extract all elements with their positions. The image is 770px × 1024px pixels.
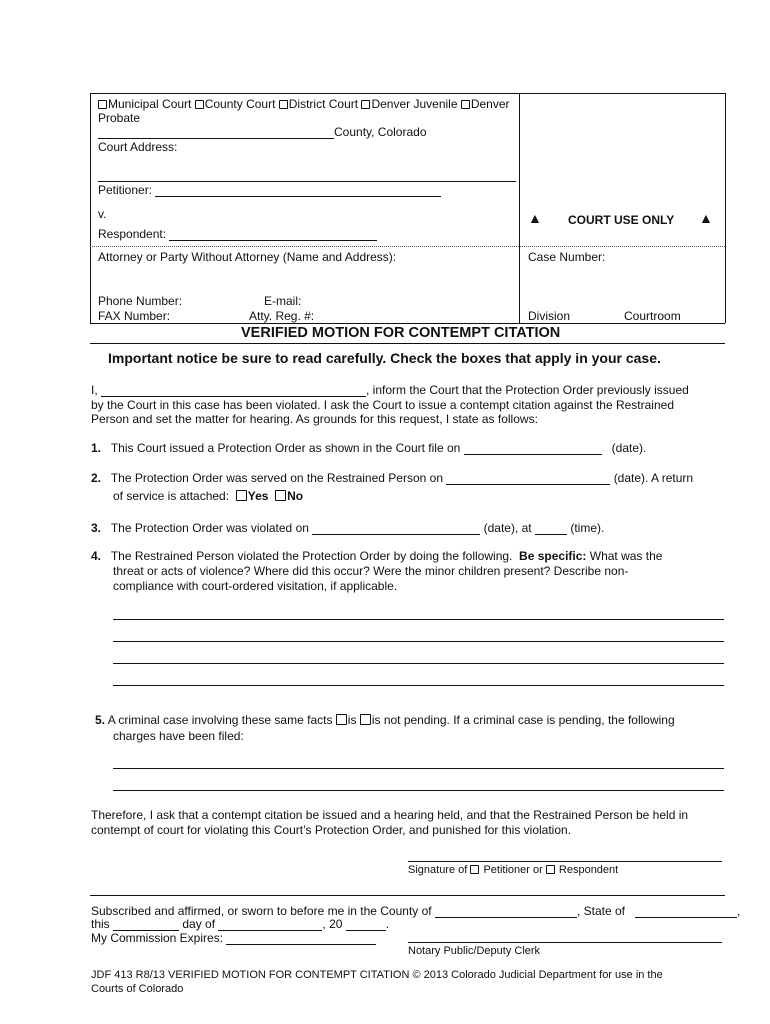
violation-description-line-2[interactable]	[113, 641, 724, 642]
versus-label: v.	[98, 207, 107, 221]
fax-label: FAX Number:	[98, 309, 171, 323]
label-county-court: County Court	[204, 97, 276, 111]
subscribed-label: Subscribed and affirmed, or sworn to before me in the County of	[91, 904, 432, 918]
division-label: Division	[528, 309, 571, 323]
respondent-field[interactable]	[169, 229, 377, 241]
label-probate: Probate	[98, 111, 141, 125]
day-of-label: day of	[182, 917, 216, 931]
item-5-text-rest: is not pending. If a criminal case is pending, the following	[371, 713, 675, 727]
violation-date-field[interactable]	[312, 523, 480, 535]
respondent-label: Respondent:	[98, 227, 167, 241]
caption-left-border	[90, 93, 91, 323]
notary-line-1: Subscribed and affirmed, or sworn to before me in the County of , State of ,	[91, 904, 741, 918]
court-address-label: Court Address:	[98, 140, 178, 154]
this-label: this	[91, 917, 110, 931]
intro-line-1-text: , inform the Court that the Protection Order previously issued	[366, 383, 689, 397]
petitioner-line	[98, 183, 441, 197]
item-4-text: The Restrained Person violated the Protection Order by doing the following.	[110, 549, 513, 563]
item-1-text: This Court issued a Protection Order as shown in the Court file on	[110, 441, 461, 455]
checkbox-signer-respondent[interactable]	[546, 865, 555, 874]
item-3-number: 3.	[91, 521, 102, 535]
petitioner-or-label: Petitioner or	[483, 864, 543, 876]
item-3	[91, 521, 604, 535]
label-denver-juvenile: Denver Juvenile	[371, 97, 458, 111]
be-specific-label: Be specific:	[519, 549, 587, 563]
item-5	[95, 713, 675, 727]
caption-top-border	[90, 93, 725, 94]
charges-line-1[interactable]	[113, 768, 724, 769]
item-4-line-2: threat or acts of violence? Where did this occur? Were the minor children present? Describe non-	[113, 564, 629, 578]
state-of-label: , State of	[576, 904, 626, 918]
item-1-number: 1.	[91, 441, 102, 455]
item-2-date-label: (date). A return	[613, 471, 694, 485]
item-3-date-label: (date), at	[483, 521, 532, 535]
comma-20-label: , 20	[322, 917, 343, 931]
item-3-text: The Protection Order was violated on	[110, 521, 309, 535]
item-2-number: 2.	[91, 471, 102, 485]
notary-month-field[interactable]	[218, 919, 322, 931]
notary-year-field[interactable]	[346, 919, 386, 931]
petitioner-field[interactable]	[155, 185, 441, 197]
caption-divider	[519, 93, 520, 323]
name-field[interactable]	[101, 385, 366, 397]
caption-bottom-border	[90, 323, 725, 324]
intro-line-3: Person and set the matter for hearing. As grounds for this request, I state as follows:	[91, 412, 538, 426]
item-5-line-2: charges have been filed:	[113, 729, 244, 743]
form-title: VERIFIED MOTION FOR CONTEMPT CITATION	[241, 325, 561, 341]
no-label: No	[287, 489, 304, 503]
courtroom-label: Courtroom	[624, 309, 681, 323]
item-1	[91, 441, 646, 455]
item-4	[91, 549, 662, 563]
county-field[interactable]	[98, 127, 334, 139]
notary-county-field[interactable]	[435, 906, 577, 918]
intro-line-2: by the Court in this case has been violated. I ask the Court to issue a contempt citation against the Restrained	[91, 398, 674, 412]
email-label: E-mail:	[264, 294, 302, 308]
violation-time-field[interactable]	[535, 523, 567, 535]
yes-label: Yes	[247, 489, 269, 503]
court-checkbox-row	[98, 97, 510, 111]
order-issued-date-field[interactable]	[464, 443, 602, 455]
is-label: is	[347, 713, 357, 727]
checkbox-is-pending[interactable]	[336, 714, 347, 725]
item-2	[91, 471, 693, 485]
triangle-right-icon: ▲	[699, 210, 713, 226]
signature-of-label: Signature of	[408, 864, 468, 876]
footer-line-1: JDF 413 R8/13 VERIFIED MOTION FOR CONTEMPT CITATION © 2013 Colorado Judicial Department for use in the	[91, 969, 663, 981]
notary-day-field[interactable]	[113, 919, 179, 931]
triangle-left-icon: ▲	[528, 210, 542, 226]
court-address-field[interactable]	[98, 181, 516, 182]
item-4-number: 4.	[91, 549, 102, 563]
checkbox-signer-petitioner[interactable]	[470, 865, 479, 874]
signature-label-row	[408, 864, 618, 876]
checkbox-denver-probate[interactable]	[461, 100, 470, 109]
notary-section-rule	[90, 895, 725, 896]
label-denver-probate: Denver	[470, 97, 510, 111]
court-use-only-label: COURT USE ONLY	[568, 213, 675, 227]
respondent-line	[98, 227, 377, 241]
period-label: .	[385, 917, 390, 931]
item-2-line-2	[113, 489, 303, 503]
case-number-label: Case Number:	[528, 250, 606, 264]
commission-expires-field[interactable]	[226, 933, 376, 945]
notary-signature-field[interactable]	[408, 942, 722, 943]
label-district-court: District Court	[288, 97, 359, 111]
intro-line-1	[91, 383, 689, 397]
checkbox-is-not-pending[interactable]	[360, 714, 371, 725]
phone-label: Phone Number:	[98, 294, 183, 308]
important-notice: Important notice be sure to read carefully. Check the boxes that apply in your case.	[108, 350, 661, 366]
checkbox-yes[interactable]	[236, 490, 247, 501]
checkbox-county-court[interactable]	[195, 100, 204, 109]
item-2-text: The Protection Order was served on the Restrained Person on	[110, 471, 443, 485]
footer-line-2: Courts of Colorado	[91, 983, 184, 995]
atty-reg-label: Atty. Reg. #:	[249, 309, 315, 323]
return-of-service-label: of service is attached:	[113, 489, 230, 503]
checkbox-district-court[interactable]	[279, 100, 288, 109]
county-colorado-label: County, Colorado	[334, 125, 427, 139]
checkbox-no[interactable]	[275, 490, 286, 501]
notary-public-label: Notary Public/Deputy Clerk	[408, 945, 541, 957]
therefore-line-2: contempt of court for violating this Court’s Protection Order, and punished for this violation.	[91, 823, 572, 837]
item-5-text: A criminal case involving these same facts	[107, 713, 333, 727]
item-1-date-label: (date).	[611, 441, 647, 455]
served-date-field[interactable]	[446, 473, 610, 485]
attorney-label: Attorney or Party Without Attorney (Name and Address):	[98, 250, 397, 264]
caption-middle-rule	[90, 246, 725, 247]
petitioner-label: Petitioner:	[98, 183, 153, 197]
intro-i: I,	[91, 383, 98, 397]
label-municipal-court: Municipal Court	[108, 97, 192, 111]
violation-description-line-1[interactable]	[113, 619, 724, 620]
item-4-line-3: compliance with court-ordered visitation, if applicable.	[113, 579, 398, 593]
violation-description-line-4[interactable]	[113, 685, 724, 686]
commission-expires-label: My Commission Expires:	[91, 931, 224, 945]
respondent-sig-label: Respondent	[558, 864, 619, 876]
item-3-time-label: (time).	[570, 521, 605, 535]
signature-field[interactable]	[408, 861, 722, 862]
therefore-line-1: Therefore, I ask that a contempt citation be issued and a hearing held, and that the Restrained Person be held in	[91, 808, 689, 822]
notary-line-2	[91, 917, 389, 931]
notary-state-field[interactable]	[635, 906, 737, 918]
caption-right-border	[725, 93, 726, 323]
item-5-number: 5.	[95, 713, 106, 727]
notary-line-3	[91, 931, 376, 945]
charges-line-2[interactable]	[113, 790, 724, 791]
item-4-text-rest: What was the	[589, 549, 663, 563]
title-underline	[90, 343, 725, 344]
violation-description-line-3[interactable]	[113, 663, 724, 664]
checkbox-municipal-court[interactable]	[98, 100, 107, 109]
county-line	[98, 125, 427, 139]
checkbox-denver-juvenile[interactable]	[361, 100, 370, 109]
